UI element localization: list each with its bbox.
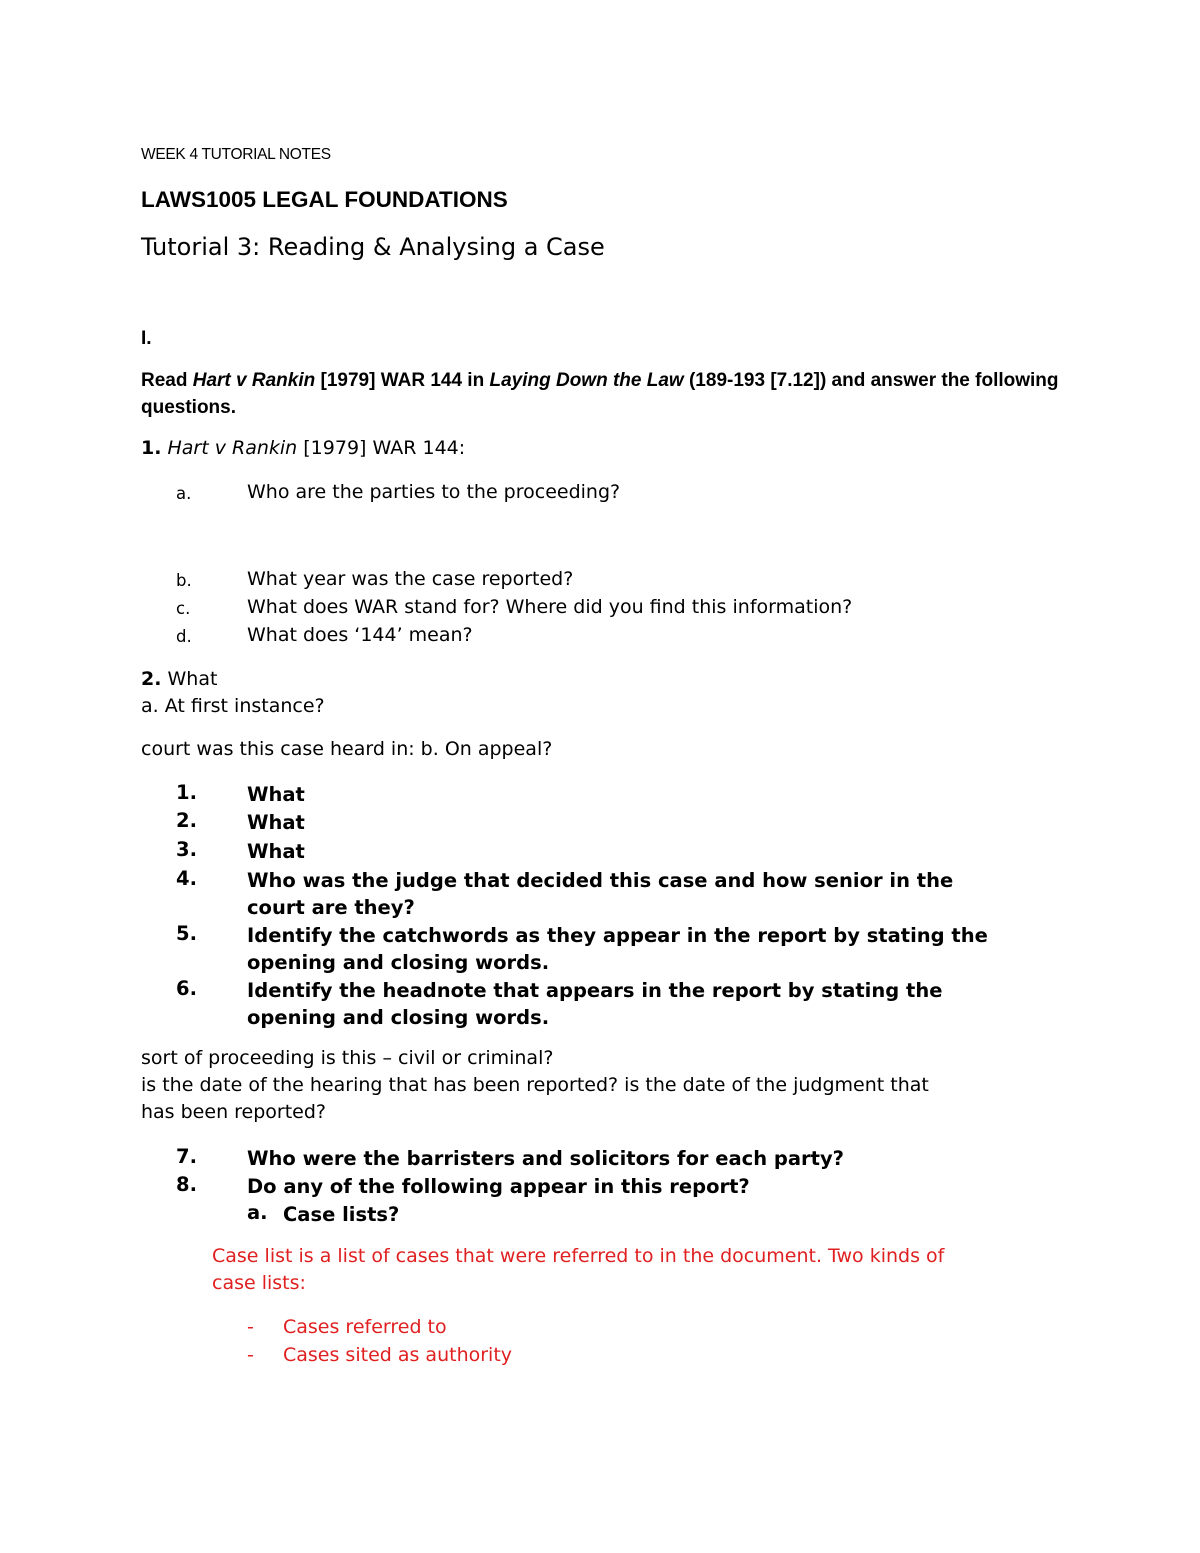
fragment-line-1: sort of proceeding is this – civil or criminal? [141,1047,554,1069]
item-text-line-1: Who was the judge that decided this case and how senior in the [247,869,954,892]
item-text: Who were the barristers and solicitors for each party? [247,1147,844,1170]
item-text-line-1: Identify the headnote that appears in the report by stating the [247,979,943,1002]
instruction-part-2: [1979] WAR 144 in [315,370,490,391]
item-text-line-2: opening and closing words. [247,1006,550,1029]
item-text-line-2: court are they? [247,896,415,919]
item-text: Do any of the following appear in this report? [247,1175,750,1198]
list-letter: c. [176,599,191,618]
item-number: 8. [176,1173,197,1196]
item-number: 7. [176,1145,197,1168]
list-text: What does ‘144’ mean? [247,624,473,646]
question-2-line-a: a. At first instance? [141,695,325,717]
answer-bullet-2 [247,1344,647,1372]
question-1-heading [141,437,465,459]
answer-line-1: Case list is a list of cases that were referred to in the document. Two kinds of [212,1245,945,1267]
bullet-text: Cases referred to [283,1316,447,1338]
item-text: What [247,840,305,863]
item-text-line-1: Identify the catchwords as they appear in the report by stating the [247,924,988,947]
item-number: 4. [176,867,197,890]
question-2-what: What [161,668,218,690]
item-number: 2. [176,809,197,832]
instruction-part-3: (189-193 [7.12]) and answer the following questions. [141,370,1059,418]
list-text: What does WAR stand for? Where did you find this information? [247,596,853,618]
answer-bullet-1 [247,1316,647,1344]
item-number: 3. [176,838,197,861]
dash-bullet: - [247,1344,254,1366]
section-roman-numeral: I. [141,328,152,349]
question-1-citation: [1979] WAR 144: [297,437,466,459]
item-text: Case lists? [283,1203,400,1226]
item-text: What [247,811,305,834]
question-2-number: 2. [141,668,162,690]
question-1-case-name: Hart v Rankin [167,437,298,459]
fragment-line-3: has been reported? [141,1101,327,1123]
item-letter: a. [247,1201,268,1224]
bullet-text: Cases sited as authority [283,1344,513,1366]
item-text: What [247,783,305,806]
list-letter: a. [176,484,192,503]
course-title: LAWS1005 LEGAL FOUNDATIONS [141,187,508,212]
list-text: Who are the parties to the proceeding? [247,481,621,503]
item-number: 6. [176,977,197,1000]
dash-bullet: - [247,1316,254,1338]
instruction-paragraph [141,367,1071,421]
instruction-case-name: Hart v Rankin [192,370,316,391]
instruction-part-1: Read [141,370,193,391]
question-2-heading [141,668,217,690]
instruction-book-title: Laying Down the Law [489,370,684,391]
fragment-line-2: is the date of the hearing that has been reported? is the date of the judgment that [141,1074,929,1096]
answer-line-2: case lists: [212,1272,306,1294]
list-letter: d. [176,627,192,646]
item-number: 1. [176,781,197,804]
question-1-number: 1. [141,437,162,459]
question-2-line-b: court was this case heard in: b. On appeal? [141,738,553,760]
list-text: What year was the case reported? [247,568,574,590]
week-label: WEEK 4 TUTORIAL NOTES [141,146,331,163]
item-number: 5. [176,922,197,945]
tutorial-title: Tutorial 3: Reading & Analysing a Case [141,233,605,261]
list-letter: b. [176,571,192,590]
item-text-line-2: opening and closing words. [247,951,550,974]
